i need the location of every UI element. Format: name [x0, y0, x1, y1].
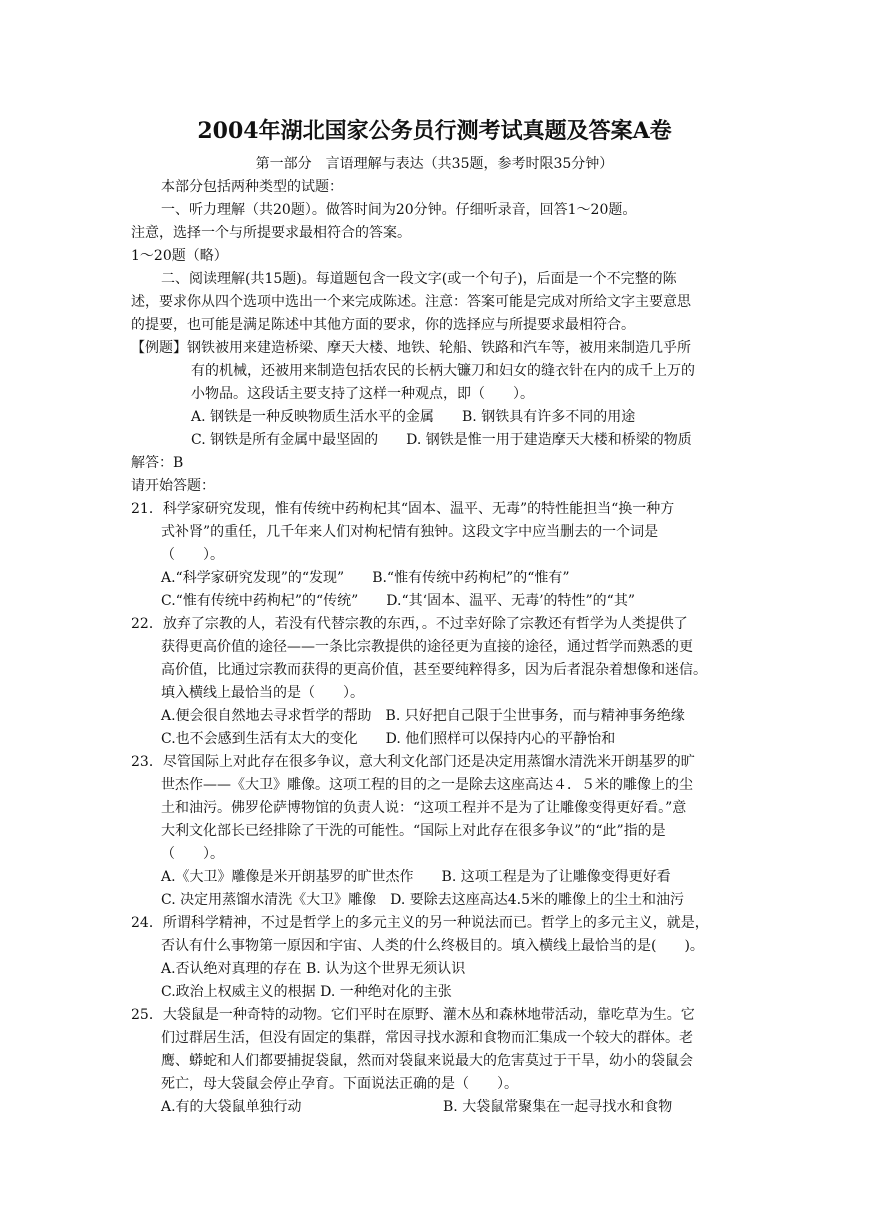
- q22-options-ab: A.便会很自然地去寻求哲学的帮助 B. 只好把自己限于尘世事务，而与精神事务绝缘: [161, 708, 685, 724]
- listening-line-2: 注意，选择一个与所提要求最相符合的答案。: [131, 225, 411, 241]
- q23-line-2: 世杰作——《大卫》雕像。这项工程的目的之一是除去这座高达４．５米的雕像上的尘: [161, 777, 693, 793]
- q22-line-3: 高价值，比通过宗教而获得的更高价值，甚至要纯粹得多，因为后者混杂着想像和迷信。: [161, 662, 707, 678]
- section-heading: 第一部分 言语理解与表达（共35题，参考时限35分钟）: [255, 156, 614, 172]
- example-line-3: 小物品。这段话主要支持了这样一种观点，即（ ）。: [191, 386, 534, 402]
- q25-line-3: 鹰、蟒蛇和人们都要捕捉袋鼠，然而对袋鼠来说最大的危害莫过于干旱，幼小的袋鼠会: [161, 1053, 693, 1069]
- q23-line-5: （ ）。: [161, 846, 224, 862]
- document-title: 2004年湖北国家公务员行测考试真题及答案A卷: [197, 118, 672, 144]
- q23-options-ab: A.《大卫》雕像是米开朗基罗的旷世杰作 B. 这项工程是为了让雕像变得更好看: [161, 869, 671, 885]
- start-line: 请开始答题：: [131, 478, 215, 494]
- q24-options-ab: A.否认绝对真理的存在 B. 认为这个世界无须认识: [161, 961, 466, 977]
- skip-line: 1～20题（略）: [131, 248, 228, 264]
- q24-line-2: 否认有什么事物第一原因和宇宙、人类的什么终极目的。填入横线上最恰当的是( )。: [161, 938, 704, 954]
- reading-line-3: 的提要，也可能是满足陈述中其他方面的要求，你的选择应与所提要求最相符合。: [131, 317, 635, 333]
- q25-line-4: 死亡，母大袋鼠会停止孕育。下面说法正确的是（ ）。: [161, 1076, 518, 1092]
- intro-line: 本部分包括两种类型的试题：: [161, 179, 343, 195]
- example-answer: 解答：B: [131, 455, 184, 471]
- example-line-1: 【例题】钢铁被用来建造桥梁、摩天大楼、地铁、轮船、铁路和汽车等，被用来制造几乎所: [131, 340, 691, 356]
- example-options-cd: C. 钢铁是所有金属中最坚固的 D. 钢铁是惟一用于建造摩天大楼和桥梁的物质: [191, 432, 692, 448]
- q23-line-1: 23．尽管国际上对此存在很多争议，意大利文化部门还是决定用蒸馏水清洗米开朗基罗的旷: [131, 754, 695, 770]
- q22-line-1: 22．放弃了宗教的人，若没有代替宗教的东西，。不过幸好除了宗教还有哲学为人类提供了: [131, 616, 688, 632]
- q23-line-3: 土和油污。佛罗伦萨博物馆的负责人说：“这项工程并不是为了让雕像变得更好看。”意: [161, 800, 687, 816]
- q25-option-b: B. 大袋鼠常聚集在一起寻找水和食物: [443, 1099, 673, 1115]
- q25-line-2: 们过群居生活，但没有固定的集群，常因寻找水源和食物而汇集成一个较大的群体。老: [161, 1030, 693, 1046]
- q21-options-cd: C.“惟有传统中药枸杞”的“传统” D.“其‘固本、温平、无毒’的特性”的“其”: [161, 593, 635, 609]
- q21-options-ab: A.“科学家研究发现”的“发现” B.“惟有传统中药枸杞”的“惟有”: [161, 570, 570, 586]
- reading-line-1: 二、阅读理解(共15题)。每道题包含一段文字(或一个句子)，后面是一个不完整的陈: [161, 271, 677, 287]
- q24-line-1: 24．所谓科学精神，不过是哲学上的多元主义的另一种说法而已。哲学上的多元主义，就是，: [131, 915, 709, 931]
- q24-options-cd: C.政治上权威主义的根据 D. 一种绝对化的主张: [161, 984, 452, 1000]
- q22-line-2: 获得更高价值的途径——一条比宗教提供的途径更为直接的途径，通过哲学而熟悉的更: [161, 639, 693, 655]
- q25-line-1: 25．大袋鼠是一种奇特的动物。它们平时在原野、灌木丛和森林地带活动，靠吃草为生。它: [131, 1007, 695, 1023]
- example-line-2: 有的机械，还被用来制造包括农民的长柄大镰刀和妇女的缝衣针在内的成千上万的: [191, 363, 695, 379]
- example-options-ab: A. 钢铁是一种反映物质生活水平的金属 B. 钢铁具有许多不同的用途: [191, 409, 636, 425]
- q21-line-3: （ ）。: [161, 547, 224, 563]
- q22-line-4: 填入横线上最恰当的是（ ）。: [161, 685, 364, 701]
- q22-options-cd: C.也不会感到生活有太大的变化 D. 他们照样可以保持内心的平静怡和: [161, 731, 616, 747]
- reading-line-2: 述，要求你从四个选项中选出一个来完成陈述。注意：答案可能是完成对所给文字主要意思: [131, 294, 691, 310]
- listening-line-1: 一、听力理解（共20题）。做答时间为20分钟。仔细听录音，回答1～20题。: [161, 202, 637, 218]
- q23-options-cd: C. 决定用蒸馏水清洗《大卫》雕像 D. 要除去这座高达4.5米的雕像上的尘土和油污: [161, 892, 685, 908]
- q21-line-2: 式补肾”的重任，几千年来人们对枸杞情有独钟。这段文字中应当删去的一个词是: [161, 524, 659, 540]
- q25-option-a: A.有的大袋鼠单独行动: [161, 1099, 302, 1115]
- q23-line-4: 大利文化部长已经排除了干洗的可能性。“国际上对此存在很多争议”的“此”指的是: [161, 823, 666, 839]
- q21-line-1: 21．科学家研究发现，惟有传统中药枸杞其“固本、温平、无毒”的特性能担当“换一种方: [131, 501, 675, 517]
